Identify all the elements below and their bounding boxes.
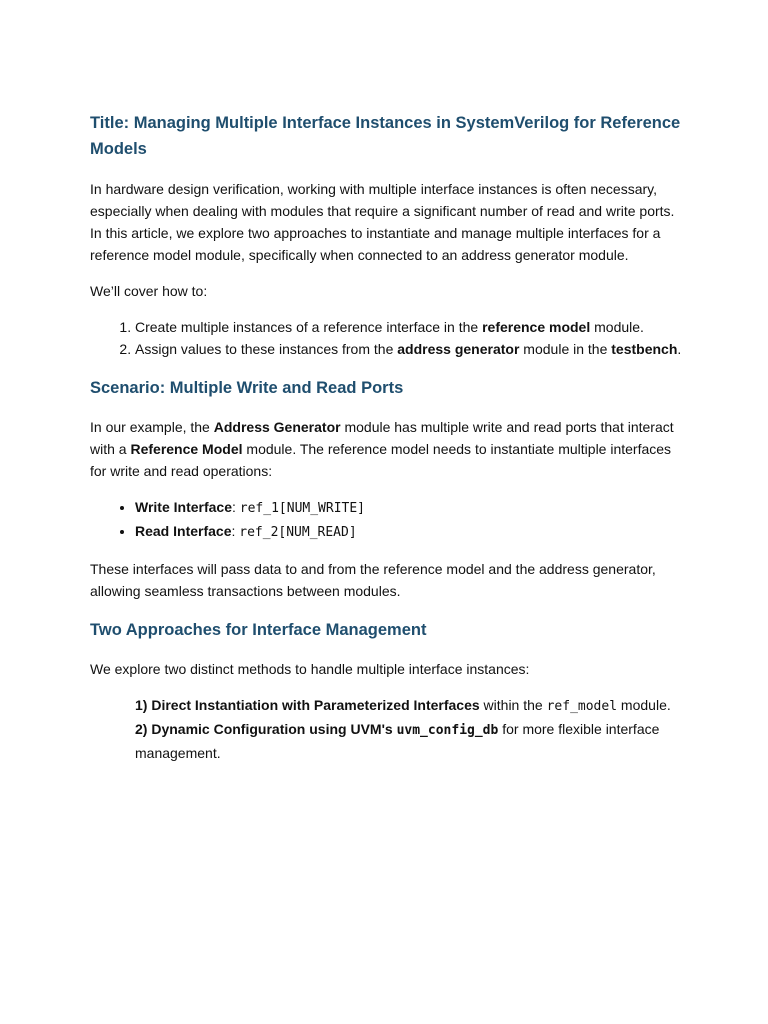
bold-term: address generator (397, 341, 520, 357)
bold-term: Address Generator (213, 419, 341, 435)
bold-term: reference model (482, 319, 591, 335)
list-item: 1. Create multiple instances of a reference interface in the reference model module. (135, 316, 682, 338)
document-page (90, 110, 682, 764)
scenario-heading: Scenario: Multiple Write and Read Ports (90, 379, 404, 397)
list-item: 2. Assign values to these instances from the address generator module in the testbench. (135, 338, 682, 360)
cover-list (90, 316, 682, 360)
code-snippet: ref_2[NUM_READ] (239, 525, 357, 540)
bold-term: Reference Model (130, 441, 243, 457)
intro-paragraph: In hardware design verification, working with multiple interface instances is often necessary, especially when dealing with modules that require a significant number of read and write ports. In this article, we explore two approaches to instantiate and manage multiple interfaces for a reference model module, specifically when connected to an address generator module. (90, 181, 675, 263)
code-snippet: ref_1[NUM_WRITE] (239, 501, 366, 516)
list-item: • Write Interface: ref_1[NUM_WRITE] (135, 496, 682, 520)
scenario-closing: These interfaces will pass data to and from the reference model and the address generator, allowing seamless transactions between modules. (90, 561, 656, 599)
list-item: 2) Dynamic Configuration using UVM's uvm_config_db for more flexible interface management. (135, 721, 660, 761)
bold-term: testbench (611, 341, 678, 357)
approaches-heading: Two Approaches for Interface Management (90, 621, 427, 639)
code-snippet: uvm_config_db (396, 723, 499, 738)
scenario-paragraph: In our example, the Address Generator module has multiple write and read ports that interact with a Reference Model module. The reference model needs to instantiate multiple interfaces for write and read operations: (90, 419, 674, 479)
document-title: Title: Managing Multiple Interface Instances in SystemVerilog for Reference Models (90, 114, 681, 158)
interface-bullets (90, 496, 682, 544)
code-snippet: ref_model (546, 699, 618, 714)
approaches-lead: We explore two distinct methods to handle multiple interface instances: (90, 661, 530, 677)
cover-lead: We’ll cover how to: (90, 283, 208, 299)
list-item: • Read Interface: ref_2[NUM_READ] (135, 520, 682, 544)
list-item: 1) Direct Instantiation with Parameterized Interfaces within the ref_model module. (135, 697, 671, 714)
approaches-list (90, 694, 682, 764)
